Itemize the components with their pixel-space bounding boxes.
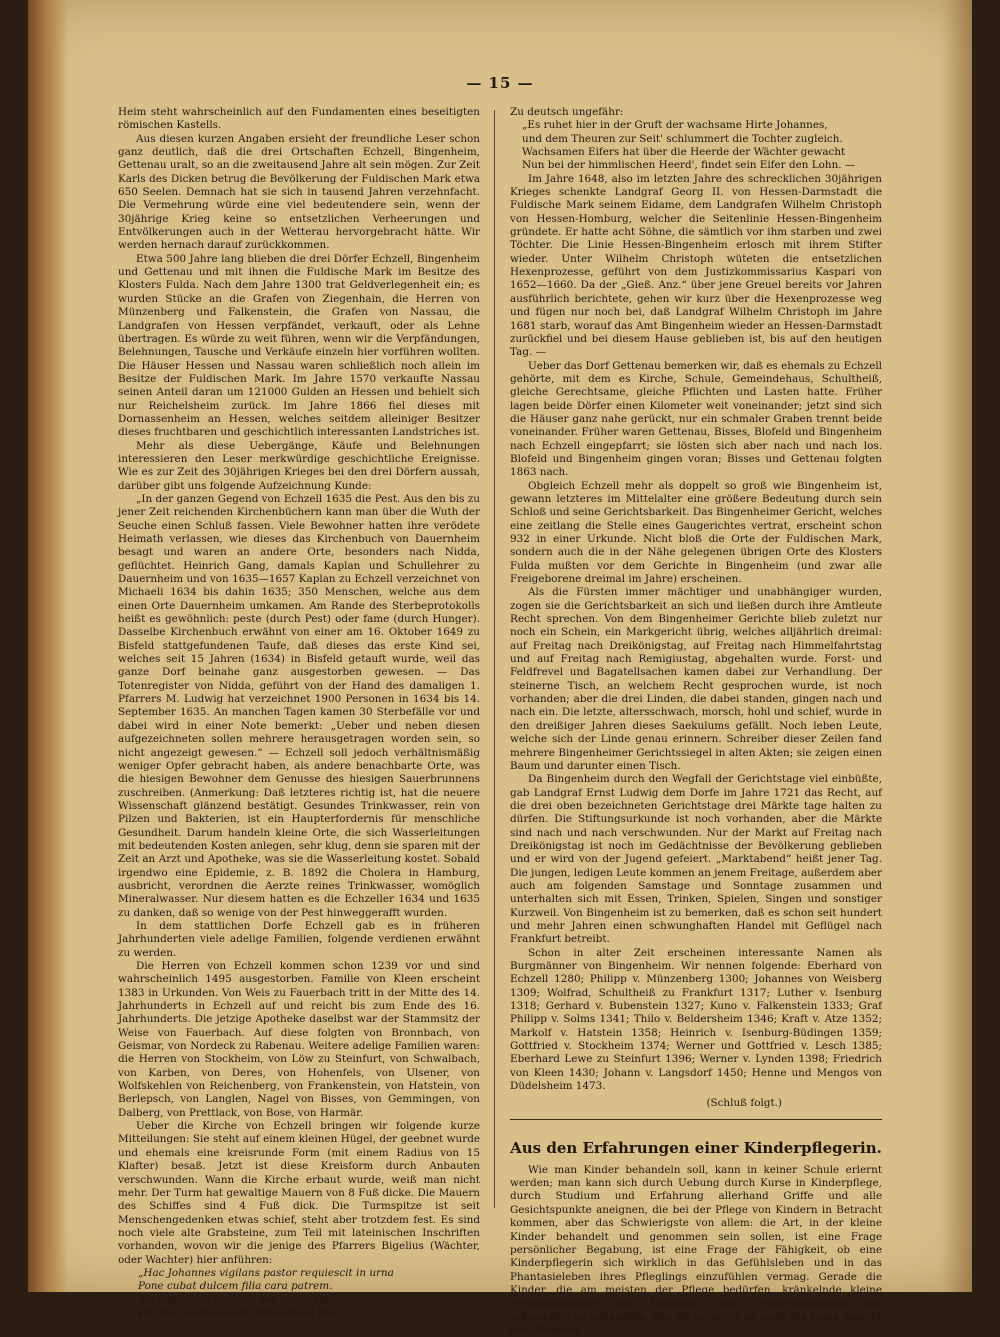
paragraph: Mehr als diese Uebergänge, Käufe und Belehnungen interessieren den Leser merkwürdige geschichtliche Ereignisse. Wie es zur Zeit des 30jährigen Krieges bei den drei Dörfern aussah, darüber gibt uns folgende Aufzeichnung Kunde: <box>118 439 480 492</box>
translation-intro: Zu deutsch ungefähr: <box>510 106 624 118</box>
paragraph: Die Herren von Echzell kommen schon 1239 vor und sind wahrscheinlich 1495 ausgestorben. Familie von Kleen erscheint 1383 in Urkunden. Von Weis zu Fauerbach tritt in der Mitte des 14. Jahrhunderts in Echzell auf und reicht bis zum Ende des 16. Jahrhunderts. Die jetzige Apotheke daselbst war der Stammsitz der Weise von Fauerbach. Auf diese folgten von Bronnbach, von Geismar, von Nordeck zu Rabenau. Weitere adelige Familien waren: die Herren von Stockheim, von Löw zu Steinfurt, von Schwalbach, von Karben, von Deres, von Hohenfels, von Ulsener, von Wolfskehlen von Reichenberg, von Frankenstein, von Hatstein, von Berlepsch, von Langlen, Nagel von Bisses, von Gemmingen, von Dalberg, von Prettlack, von Bose, von Harmär. <box>118 960 480 1119</box>
german-verse-line: Wachsamen Eifers hat über die Heerde der Wächter gewacht <box>522 146 846 159</box>
paragraph: Im Jahre 1648, also im letzten Jahre des schrecklichen 30jährigen Krieges schenkte Landgraf Georg II. von Hessen-Darmstadt die Fuldische Mark seinem Eidame, dem Landgrafen Wilhelm Christoph von Hessen-Homburg, welcher die Seitenlinie Hessen-Bingenheim gründete. Er hatte acht Söhne, die sämtlich vor ihm starben und zwei Töchter. Die Linie Hessen-Bingenheim erlosch mit ihrem Stifter wieder. Unter Wilhelm Christoph wüteten die entsetzlichen Hexenprozesse, geführt von dem Justizkommissarius Kaspari von 1652—1660. Da der „Gieß. Anz.“ über jene Greuel bereits vor Jahren ausführlich berichtete, gehen wir kurz über die Hexenprozesse weg und fügen nur noch bei, daß Landgraf Wilhelm Christoph im Jahre 1681 starb, worauf das Amt Bingenheim wieder an Hessen-Darmstadt zurückfiel und bei diesem Hause geblieben ist, bis auf den heutigen Tag. — <box>510 172 882 359</box>
german-verse-line: „Es ruhet hier in der Gruft der wachsame Hirte Johannes, <box>522 119 828 132</box>
paragraph: In dem stattlichen Dorfe Echzell gab es in früheren Jahrhunderten viele adelige Familien, folgende verdienen erwähnt zu werden. <box>118 919 480 959</box>
paragraph: Als die Fürsten immer mächtiger und unabhängiger wurden, zogen sie die Gerichtsbarkeit an sich und ließen durch ihre Amtleute Recht sprechen. Von dem Bingenheimer Gerichte blieb zuletzt nur noch ein Schein, ein Markgericht übrig, welches alljährlich dreimal: auf Freitag nach Dreikönigstag, auf Freitag nach Himmelfahrtstag und auf Freitag nach Remigiustag, abgehalten wurde. Forst- und Feldfrevel und Bagatellsachen kamen dabei zur Verhandlung. Der steinerne Tisch, an welchem Recht gesprochen wurde, ist noch vorhanden; aber die drei Linden, die dabei standen, gingen nach und nach ein. Die letzte, altersschwach, morsch, hohl und schief, wurde in den dreißiger Jahren dieses Saekulums gefällt. Noch leben Leute, welche sich der Linde genau erinnern. Schreiber dieser Zeilen fand mehrere Bingenheimer Gerichtssiegel in alten Akten; sie zeigen einen Baum und darunter einen Tisch. <box>510 586 882 772</box>
paragraph: Wie man Kinder behandeln soll, kann in keiner Schule erlernt werden; man kann sich durch Uebung durch Kurse in Kinderpflege, durch Studium und Erfahrung allerhand Griffe und alle Gesichtspunkte aneignen, die bei der Pflege von Kindern in Betracht kommen, aber das Schwierigste von allem: die Art, in der kleine Kinder behandelt und genommen sein sollen, ist eine Frage persönlicher Begabung, ist eine Frage der Fähigkeit, ob eine Kinderpflegerin sich wirklich in das Gefühlsleben und in das Phantasieleben ihres Pfleglings einzufühlen vermag. Gerade die Kinder, die am meisten der Pflege bedürfen, kränkelnde kleine Menschenkinder und Patienten, sind erfahrungsgemäß am schwersten zu behandeln. Wie oft scheitert da nicht die beste Absicht der Pflegerin <box>510 1163 882 1336</box>
latin-verse-line: Ille vigil vigili vigilavit pro grege zelo, <box>138 1293 339 1306</box>
newspaper-page <box>28 0 972 1336</box>
paragraph: Da Bingenheim durch den Wegfall der Gerichtstage viel einbüßte, gab Landgraf Ernst Ludwig dem Dorfe im Jahre 1721 das Recht, auf die drei oben bezeichneten Gerichtstage drei Märkte tage halten zu dürfen. Die Stiftungsurkunde ist noch vorhanden, aber die Märkte sind nach und nach verschwunden. Nur der Markt auf Freitag nach Dreikönigstag ist noch im Gedächtnisse der Bevölkerung geblieben und er wird von der Jugend gefeiert. „Marktabend“ heißt jener Tag. Die jungen, ledigen Leute kommen an jenem Freitage, außerdem aber auch am folgenden Samstage und Sonntage zusammen und unterhalten sich mit Essen, Trinken, Spielen, Singen und sonstiger Kurzweil. Von Bingenheim ist zu bemerken, daß es schon seit hundert und mehr Jahren einen schwunghaften Handel mit Geflügel nach Frankfurt betreibt. <box>510 773 882 946</box>
german-verse-line: und dem Theuren zur Seit' schlummert die Tochter zugleich. <box>522 132 843 145</box>
section-divider <box>510 1119 882 1120</box>
latin-verse-line: Pone cubat dulcem filia cara patrem. <box>138 1280 333 1293</box>
paragraph: Ueber die Kirche von Echzell bringen wir folgende kurze Mitteilungen: Sie steht auf einem kleinen Hügel, der geebnet wurde und ehemals eine kreisrunde Form (mit einem Radius von 15 Klafter) besaß. Jetzt ist diese Kreisform durch Anbauten verschwunden. Wann die Kirche erbaut wurde, weiß man nicht mehr. Der Turm hat gewaltige Mauern von 8 Fuß dicke. Die Mauern des Schiffes sind 4 Fuß dick. Die Turmspitze ist seit Menschengedenken etwas schief, steht aber trotzdem fest. Es sind noch viele alte Grabsteine, zum Teil mit lateinischen Inschriften vorhanden, wovon wir die jenige des Pfarrers Bigelius (Wächter, oder Wachter) hier anführen: <box>118 1120 480 1266</box>
paragraph: Ueber das Dorf Gettenau bemerken wir, daß es ehemals zu Echzell gehörte, mit dem es Kirche, Schule, Gemeindehaus, Schultheiß, gleiche Gerechtsame, gleiche Pflichten und Lasten hatte. Früher lagen beide Dörfer einen Kilometer weit voneinander; jetzt sind sich die Häuser ganz nahe gerückt, nur ein schmaler Graben trennt beide voneinander. Früher waren Gettenau, Bisses, Blofeld und Bingenheim nach Echzell eingepfarrt; sie lösten sich aber nach und nach los. Blofeld und Bingenheim gingen voran; Bisses und Gettenau folgten 1863 nach. <box>510 359 882 479</box>
column-divider <box>494 110 495 1208</box>
paragraph: Obgleich Echzell mehr als doppelt so groß wie Bingenheim ist, gewann letzteres im Mittelalter eine größere Bedeutung durch sein Schloß und seine Gerichtsbarkeit. Das Bingenheimer Gericht, welches eine zeitlang die Stelle eines Gaugerichtes vertrat, erscheint schon 932 in einer Urkunde. Nicht bloß die Orte der Fuldischen Mark, sondern auch die in der Nähe gelegenen übrigen Orte des Klosters Fulda mußten vor dem Gerichte in Bingenheim (und zwar alle Freigeborene dreimal im Jahre) erscheinen. <box>510 479 882 586</box>
paragraph: Heim steht wahrscheinlich auf den Fundamenten eines beseitigten römischen Kastells. <box>118 106 480 132</box>
article-title: Aus den Erfahrungen einer Kinderpflegerin. <box>510 1138 882 1157</box>
page-edge <box>942 0 972 1292</box>
latin-verse-line: „Hac Johannes vigilans pastor requiescit in urna <box>138 1266 394 1279</box>
right-column <box>510 106 882 1336</box>
page-number: — 15 — <box>466 74 534 92</box>
closing-note: (Schluß folgt.) <box>706 1097 782 1110</box>
paragraph: Etwa 500 Jahre lang blieben die drei Dörfer Echzell, Bingenheim und Gettenau und mit ihnen die Fuldische Mark im Besitze des Klosters Fulda. Nach dem Jahre 1300 trat Geldverlegenheit ein; es wurden Stücke an die Grafen von Ziegenhain, die Herren von Münzenberg und Falkenstein, die Grafen von Nassau, die Landgrafen von Hessen verpfändet, verkauft, oder als Lehne übertragen. Es würde zu weit führen, wenn wir die Verpfändungen, Belehnungen, Tausche und Verkäufe einzeln hier vorführen wollten. Die Häuser Hessen und Nassau waren schließlich noch allein im Besitze der Fuldischen Mark. Im Jahre 1570 verkaufte Nassau seinen Anteil daran um 121000 Gulden an Hessen und behielt sich nur Reichelsheim zurück. Im Jahre 1866 fiel dieses mit Dornassenheim an Hessen, welches seitdem alleiniger Besitzer dieses fruchtbaren und geschichtlich interessanten Landstriches ist. <box>118 252 480 439</box>
latin-verse-line: Pro zelo coelum nunc habebit ille Dei.“ <box>138 1306 344 1319</box>
paragraph: „In der ganzen Gegend von Echzell 1635 die Pest. Aus den bis zu jener Zeit reichenden Kirchenbüchern kann man über die Wuth der Seuche einen Schluß fassen. Viele Bewohner hatten ihre verödete Heimath verlassen, wie dieses das Kirchenbuch von Dauernheim besagt und waren an andere Orte, besonders nach Nidda, geflüchtet. Heinrich Gang, damals Kaplan und Schullehrer zu Dauernheim und von 1635—1657 Kaplan zu Echzell verzeichnet von Michaeli 1634 bis dahin 1635; 350 Menschen, welche aus dem einen Orte Dauernheim umkamen. Am Rande des Sterbeprotokolls heißt es gewöhnlich: peste (durch Pest) oder fame (durch Hunger). Dasselbe Kirchenbuch erwähnt von einer am 16. Oktober 1649 zu Bisfeld stattgefundenen Taufe, daß dieses das erste Kind sei, welches seit 15 Jahren (1634) in Bisfeld getauft wurde, weil das ganze Dorf beinahe ganz ausgestorben gewesen. — Das Totenregister von Nidda, geführt von der Hand des damaligen 1. Pfarrers M. Ludwig hat verzeichnet 1900 Personen in 1634 bis 14. September 1635. An manchen Tagen kamen 30 Sterbefälle vor und dabei wird in einer Note bemerkt: „Ueber und neben diesen aufgezeichneten sollen mehrere herausgetragen worden sein, so nicht angezeigt gewesen.“ — Echzell soll jedoch verhältnismäßig weniger Opfer gebracht haben, als andere benachbarte Orte, was die hiesigen Bewohner dem Genusse des hiesigen Sauerbrunnens zuschreiben. (Anmerkung: Daß letzteres richtig ist, hat die neuere Wissenschaft glänzend bestätigt. Gesundes Trinkwasser, rein von Pilzen und Bakterien, ist ein Haupterfordernis für menschliche Gesundheit. Darum handeln kleine Orte, die sich Wasserleitungen mit bedeutenden Kosten anlegen, sehr klug, denn sie sparen mit der Zeit an Arzt und Apotheke, was sie die Wasserleitung kostet. Sobald irgendwo eine Epidemie, z. B. 1892 die Cholera in Hamburg, ausbricht, verordnen die Aerzte reines Trinkwasser, womöglich Mineralwasser. Nur diesem hatten es die Echzeller 1634 und 1635 zu danken, daß so wenige von der Pest hinweggerafft wurden. <box>118 492 480 919</box>
left-column <box>118 106 480 1319</box>
paragraph: Schon in alter Zeit erscheinen interessante Namen als Burgmänner von Bingenheim. Wir nennen folgende: Eberhard von Echzell 1280; Philipp v. Münzenberg 1300; Johannes von Weisberg 1309; Wolfrad, Schultheiß zu Frankfurt 1317; Luther v. Isenburg 1318; Gerhard v. Bubenstein 1327; Kuno v. Falkenstein 1333; Graf Philipp v. Solms 1341; Thilo v. Beldersheim 1346; Kraft v. Atze 1352; Markolf v. Hatstein 1358; Heinrich v. Isenburg-Büdingen 1359; Gottfried v. Stockheim 1374; Werner und Gottfried v. Lesch 1385; Eberhard Lewe zu Steinfurt 1396; Werner v. Lynden 1398; Friedrich von Kleen 1430; Johann v. Langsdorf 1450; Henne und Mengos von Düdelsheim 1473. <box>510 946 882 1093</box>
german-verse-line: Nun bei der himmlischen Heerd', findet sein Eifer den Lohn. — <box>522 159 856 172</box>
paragraph: Aus diesen kurzen Angaben ersieht der freundliche Leser schon ganz deutlich, daß die drei Ortschaften Echzell, Bingenheim, Gettenau uralt, so an die zweitausend Jahre alt sein mögen. Zur Zeit Karls des Dicken betrug die Bevölkerung der Fuldischen Mark etwa 650 Seelen. Demnach hat sie sich in tausend Jahren verzehnfacht. Die Vermehrung würde eine viel bedeutendere sein, wenn der 30jährige Krieg keine so entsetzlichen Verheerungen und Entvölkerungen auch in der Wetterau hervorgebracht hätte. Wir werden hernach darauf zurückkommen. <box>118 132 480 252</box>
page-binding <box>28 0 68 1292</box>
